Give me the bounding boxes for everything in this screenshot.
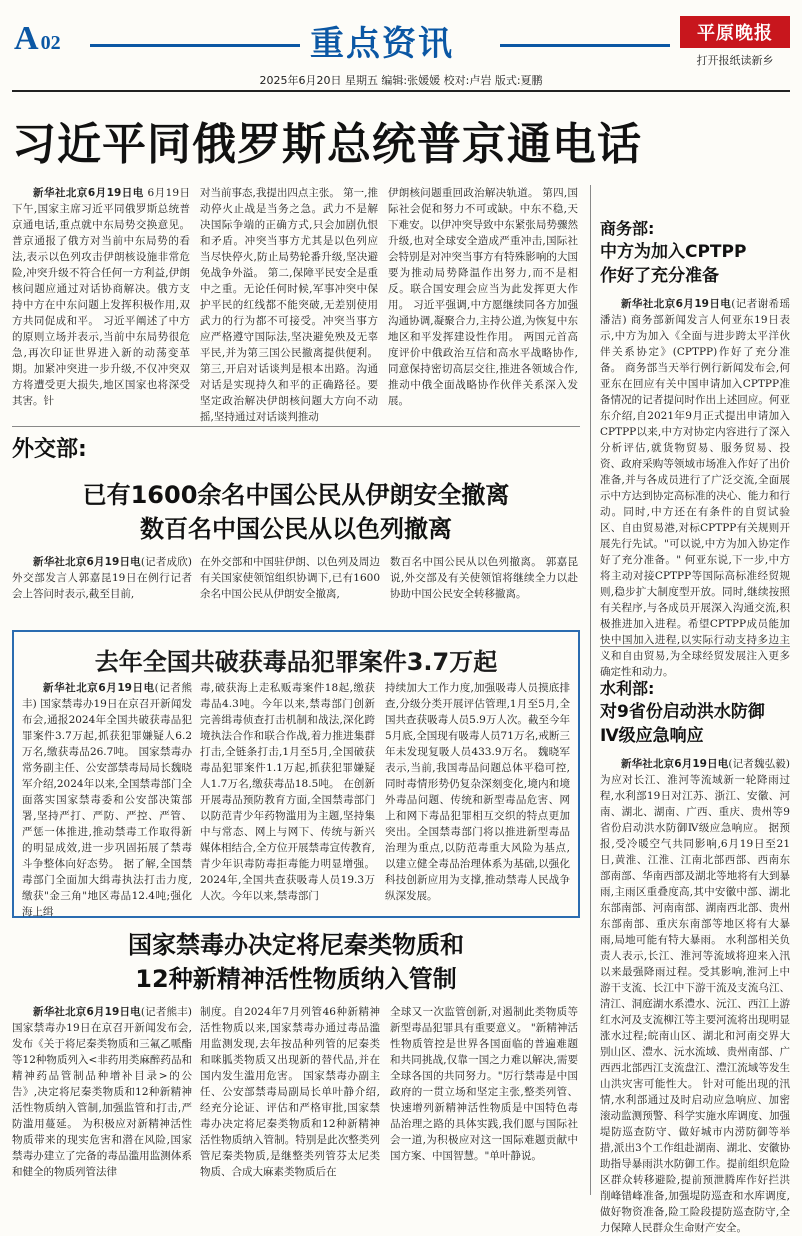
side1-headline-2: 作好了充分准备 [600, 266, 719, 286]
side2-headline-1: 对9省份启动洪水防御 [600, 702, 765, 722]
side2-kicker: 水利部: [600, 679, 655, 698]
top-rule [12, 90, 790, 92]
story3-headline: 去年全国共破获毒品犯罪案件3.7万起 [94, 648, 498, 676]
story4-byline: (记者熊丰) [140, 1006, 192, 1018]
story2-kicker: 外交部: [12, 437, 87, 462]
story4-headline-1: 国家禁毒办决定将尼秦类物质和 [128, 931, 464, 959]
page-letter: A [14, 20, 39, 57]
story2-col2-text: 在外交部和中国驻伊朗、以色列及周边有关国家使领馆组织协调下,已有1600余名中国公民从伊朗安全撤离, [200, 556, 380, 600]
story2-headline-2: 数百名中国公民从以色列撤离 [140, 515, 452, 543]
story1-col1 [12, 185, 190, 420]
story3-col1-text: 国家禁毒办19日在京召开新闻发布会,通报2024年全国共破获毒品犯罪案件3.7万起,抓获犯罪嫌疑人6.2万名,缴获毒品26.7吨。 国家禁毒办常务副主任、公安部禁毒局局长魏晓军介绍,2024年以来,全国禁毒部门全面落实国家禁毒委和公安部决策部署,坚持严打、严防、严控、严管、严惩一体推进,推动禁毒工作取得新的明显成效,进一步巩固拓展了禁毒斗争整体向好态势。 据了解,全国禁毒部门全面加大缉毒执法打击力度,缴获"金三角"地区毒品12.4吨;强化海上缉 [22, 698, 192, 918]
story2-col1 [12, 554, 192, 620]
side2-text: 为应对长江、淮河等流域新一轮降雨过程,水利部19日对江苏、浙江、安徽、河南、湖北、湖南、广西、重庆、贵州等9省份启动洪水防御Ⅳ级应急响应。 据预报,受冷暖空气共同影响,6月19日至21日,黄淮、江淮、江南北部西部、西南东部南部、华南西部及湖北等地将有大到暴雨,主雨区重叠度高,其中安徽中部、湖北东部南部、河南南部、湖南西北部、贵州东部南部、重庆东南部等地区将有大暴雨,局地可能有特大暴雨。 水利部相关负责人表示,长江、淮河等流域将迎来入汛以来最强降雨过程。受其影响,淮河上中游干支流、长江中下游干流及支流乌江、清江、洞庭湖水系澧水、沅江、西江上游红水河及支流柳江等主要河流将出现明显涨水过程;皖南山区、湖北和河南交界大别山区、澧水、沅水流域、贵州南部、广西西北部西江支流盘江、澧江流域等发生山洪灾害可能性大。 针对可能出现的汛情,水利部通过及时启动应急响应、加密滚动监测预警、科学实施水库调度、加强堤防巡查防守、做好城市内涝防御等举措,派出3个工作组赴湖南、湖北、安徽协助指导暴雨洪水防御工作。提前组织危险区群众转移避险,提前预泄腾库作好拦洪削峰错峰准备,加强堤防巡查和水库调度,做好物资准备,险工险段提防巡查防守,全力保障人民群众生命财产安全。 [600, 774, 790, 1234]
side1-body [600, 296, 790, 678]
story1-lead: 新华社北京6月19日电 [33, 187, 144, 199]
page-number [12, 20, 61, 58]
dateline: 2025年6月20日 星期五 编辑:张媛媛 校对:卢岩 版式:夏鹏 [259, 74, 543, 87]
story3-lead: 新华社北京6月19日电 [43, 682, 155, 694]
story4-col2-text: 制度。自2024年7月列管46种新精神活性物质以来,国家禁毒办通过毒品滥用监测发现,去年按品种列管的尼秦类和咪胍类物质又出现新的替代品,并在国内发生滥用危害。 国家禁毒办副主任、公安部禁毒局副局长单叶静介绍,经充分论证、评估和严格审批,国家禁毒办决定将尼秦类物质和12种新精神活性物质纳入管制。特别是此次整类列管尼秦类物质,是继整类列管芬太尼类物质、合成大麻素类物质后在 [200, 1006, 380, 1178]
brand-slogan: 打开报纸读新乡 [696, 54, 774, 67]
sidebar-hrule [600, 646, 790, 647]
story4-lead: 新华社北京6月19日电 [33, 1006, 141, 1018]
story3-col2-text: 毒,破获海上走私贩毒案件18起,缴获毒品4.3吨。今年以来,禁毒部门创新完善缉毒侦查打击机制和战法,深化跨境执法合作和联合作战,着力推进集群打击,全链条打击,1月至5月,全国破获毒品犯罪案件1.1万起,抓获犯罪嫌疑人1.7万名,缴获毒品18.5吨。 在创新开展毒品预防教育方面,全国禁毒部门以防范青少年药物滥用为主题,坚持集中与常态、网上与网下、传统与新兴媒体相结合,全方位开展禁毒宣传教育,青少年识毒防毒拒毒能力明显增强。 2024年,全国共查获吸毒人员19.3万人次。今年以来,禁毒部门 [200, 682, 375, 902]
story3-col3-text: 持续加大工作力度,加强吸毒人员摸底排查,分级分类开展评估管理,1月至5月,全国共查获吸毒人员5.9万人次。截至今年5月底,全国现有吸毒人员71万名,戒断三年未发现复吸人员433.9万名。 魏晓军表示,当前,我国毒品问题总体平稳可控,同时毒情形势仍复杂深刻变化,境内和境外毒品问题、传统和新型毒品危害、网上和网下毒品犯罪相互交织的特点更加突出。全国禁毒部门将以推进新型毒品治理为重点,以防范毒重大风险为基点,以建立健全毒品治理体系为基础,以强化科技创新应用为支撑,推动禁毒人民战争纵深发展。 [385, 682, 570, 902]
side2-lead: 新华社北京6月19日电 [621, 758, 729, 770]
story4-col2 [200, 1004, 380, 1194]
brand-logo: 平原晚报 [680, 16, 790, 48]
story1-col3 [388, 185, 578, 420]
story3-col2 [200, 680, 375, 910]
story4-col3 [390, 1004, 578, 1194]
story2-headline-1: 已有1600余名中国公民从伊朗安全撤离 [82, 481, 510, 509]
story2-col1-text: 外交部发言人郭嘉昆19日在例行记者会上答问时表示,截至目前, [12, 572, 192, 600]
side1-text: 商务部新闻发言人何亚东19日表示,中方为加入《全面与进步跨太平洋伙伴关系协定》(CPTPP)作好了充分准备。 商务部当天举行例行新闻发布会,何亚东在回应有关中国申请加入CPTPP准备情况的记者提问时作出上述回应。何亚东介绍,自2021年9月正式提出申请加入CPTPP以来,中方对协定内容进行了深入分析评估,就货物贸易、服务贸易、投资、政府采购等领域市场准入作好了出价准备,并与各成员进行了广泛交流,全面展示中方达到协定高标准的决心、能力和行动。同时,中方还在有条件的自贸试验区、自由贸易港,对标CPTPP有关规则开展先行先试。"可以说,中方为加入协定作好了充分准备。" 何亚东说,下一步,中方将主动对接CPTPP等国际高标准经贸规则,稳步扩大制度型开放。同时,继续按照有关程序,与各成员开展深入沟通交流,积极推进加入进程。希望CPTPP成员能加快中国加入进程,以实际行动支持多边主义和自由贸易,为全球经贸发展注入更多确定性和动力。 [600, 314, 790, 678]
story3-col1 [22, 680, 192, 918]
title-rule-left [90, 44, 300, 47]
main-headline: 习近平同俄罗斯总统普京通电话 [12, 119, 642, 170]
side2-byline: (记者魏弘毅) [728, 758, 790, 770]
side1-headline-1: 中方为加入CPTPP [600, 242, 747, 262]
title-rule-right [500, 44, 670, 47]
side1-kicker: 商务部: [600, 219, 655, 238]
brand [680, 16, 790, 68]
story3-col3 [385, 680, 570, 910]
story1-col1-text: 6月19日下午,国家主席习近平同俄罗斯总统普京通电话,重点就中东局势交换意见。 普京通报了俄方对当前中东局势的看法,表示以色列攻击伊朗核设施非常危险,冲突升级不符合任何一方利益,伊朗核问题应通过对话协商解决。俄方支持中方在中东问题上发挥积极作用,双方共同促成和平。 习近平阐述了中方的原则立场并表示,当前中东局势很危急,再次印证世界进入新的动荡变革期。加紧冲突进一步升级,不仅冲突双方将遭受更大损失,地区国家也将深受其害。针 [12, 187, 191, 407]
masthead [0, 0, 802, 92]
section-title: 重点资讯 [310, 24, 454, 64]
side2-headline-2: Ⅳ级应急响应 [600, 726, 704, 746]
story1-col3-text: 伊朗核问题重回政治解决轨道。 第四,国际社会促和努力不可或缺。中东不稳,天下难安。以伊冲突导致中东紧张局势骤然升级,也对全球安全造成严重冲击,国际社会特别是对冲突当事方有特殊影响的大国要为推动局势降温作出努力,而不是相反。联合国安理会应当为此发挥更大作用。 习近平强调,中方愿继续同各方加强沟通协调,凝聚合力,主持公道,为恢复中东地区和平发挥建设性作用。 两国元首高度评价中俄政治互信和高水平战略协作,同意保持密切高层交往,推进各领域合作,推动中俄全面战略协作伙伴关系深入发展。 [388, 187, 578, 407]
story2-col2 [200, 554, 380, 620]
side1-lead: 新华社北京6月19日电 [621, 298, 732, 310]
story2-col3-text: 数百名中国公民从以色列撤离。 郭嘉昆说,外交部及有关使领馆将继续全力以赴协助中国公民安全转移撤离。 [390, 556, 578, 600]
story4-col1-text: 国家禁毒办19日在京召开新闻发布会,发布《关于将尼秦类物质和三氟乙哌酯等12种物质列入<非药用类麻醉药品和精神药品管制品种增补目录>的公告》,决定将尼秦类物质和12种新精神活性物质纳入管制,加强监管和打击,严防滥用蔓延。 为积极应对新精神活性物质带来的现实危害和潜在风险,国家禁毒办建立了完备的毒品滥用监测体系和健全的物质列管法律 [12, 1022, 192, 1178]
sidebar-divider [590, 185, 591, 1195]
story3-byline: (记者熊丰) [22, 682, 192, 710]
story4-col3-text: 全球又一次监管创新,对遏制此类物质等新型毒品犯罪具有重要意义。 "新精神活性物质管控是世界各国面临的普遍难题和共同挑战,仅靠一国之力难以解决,需要全球各国的共同努力。"厉行禁毒是中国政府的一贯立场和坚定主张,整类列管、快速增列新精神活性物质是中国特色毒品治理之路的具体实践,我们愿与国际社会一道,为积极应对这一国际难题贡献中国方案、中国智慧。"单叶静说。 [390, 1006, 578, 1162]
story1-col2 [200, 185, 379, 423]
story4-headline-2: 12种新精神活性物质纳入管制 [135, 965, 457, 993]
divider [12, 426, 580, 427]
side2-body [600, 756, 790, 1234]
story2-col3 [390, 554, 578, 620]
side1-byline: (记者谢希瑶潘洁) [600, 298, 790, 326]
story2-byline: (记者成欣) [140, 556, 192, 568]
page-number-digits: 02 [40, 32, 61, 54]
story1-col2-text: 对当前事态,我提出四点主张。 第一,推动停火止战是当务之急。武力不是解决国际争端的正确方式,只会加剧仇恨和矛盾。冲突当事方尤其是以色列应当尽快停火,防止局势轮番升级,坚决避免战争外溢。 第二,保障平民安全是重中之重。无论任何时候,军事冲突中保护平民的红线都不能突破,无差别使用武力的行为都不可接受。冲突当事方应严格遵守国际法,坚决避免殃及无辜平民,并为第三国公民撤离提供便利。 第三,开启对话谈判是根本出路。沟通对话是实现持久和平的正确路径。要坚定政治解决伊朗核问题大方向不动摇,坚持通过对话谈判推动 [200, 187, 379, 423]
story4-col1 [12, 1004, 192, 1194]
story2-lead: 新华社北京6月19日电 [33, 556, 141, 568]
